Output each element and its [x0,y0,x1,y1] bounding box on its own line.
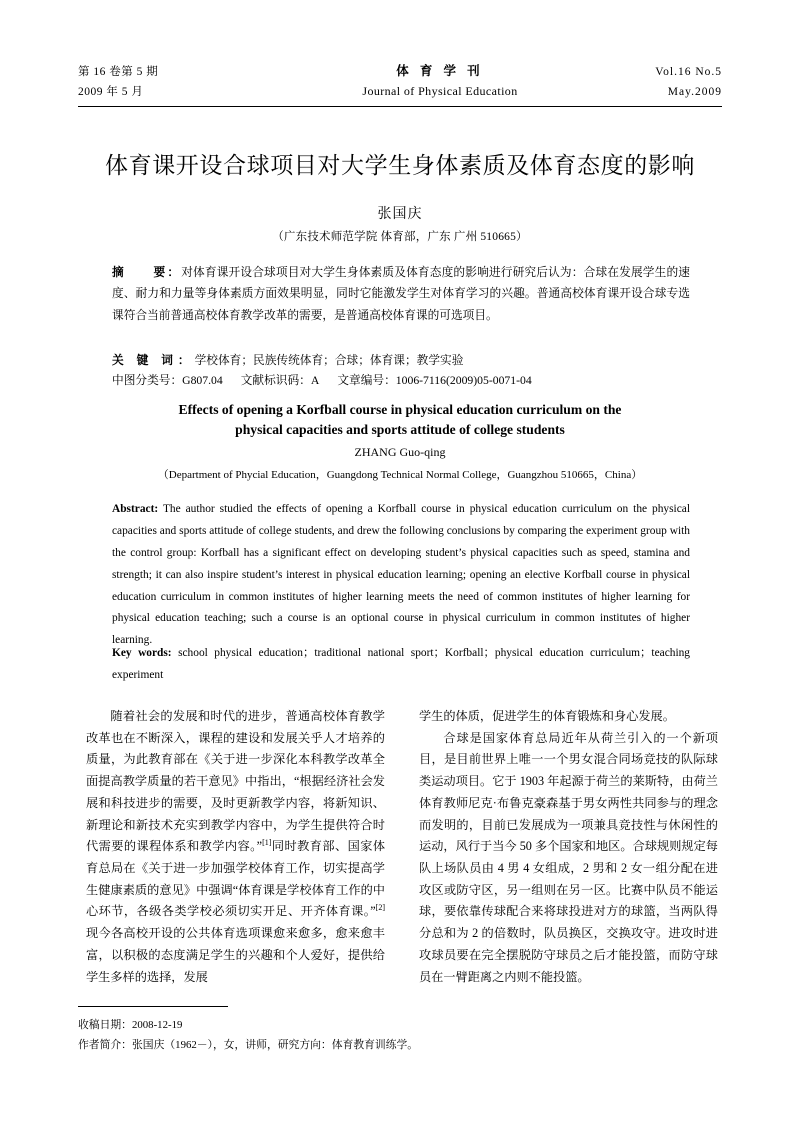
article-id [337,374,531,387]
issue-date-en: May.2009 [667,85,722,98]
received-date [78,1016,722,1036]
footnote-divider [78,1006,228,1007]
author-bio [78,1036,722,1056]
keywords-en-text: school physical education；traditional national sport；Korfball；physical education curriculum；teaching experiment [112,647,691,681]
document-code [241,374,320,387]
body-left-text-1: 随着社会的发展和时代的进步，普通高校体育教学改革也在不断深入，课程的建设和发展关乎人才培养的质量，为此教育部在《关于进一步深化本科教学改革全面提高教学质量的若干意见》中指出，“根据经济社会发展和科技进步的需要，及时更新教学内容，将新知识、新理论和新技术充实到教学内容中，为学生提供符合时代需要的课程体系和教学内容。” [86,709,385,854]
body-column-right [419,706,718,988]
author-affiliation-en: （Department of Phycial Education，Guangdong Technical Normal College，Guangzhou 510665，China） [157,469,643,481]
clc-value: G807.04 [182,374,223,387]
body-columns [86,706,718,988]
document-code-label: 文献标识码： [240,374,311,387]
abstract-en-label: Abstract: [112,503,159,515]
clc-label: 中图分类号： [112,374,183,387]
article-identifiers [112,370,690,391]
body-right-text-1: 学生的体质，促进学生的体育锻炼和身心发展。 [419,709,675,723]
body-column-left [86,706,385,988]
author-name-cn: 张国庆 [377,207,423,222]
paragraph [419,706,718,728]
author-bio-value: 张国庆（1962－），女，讲师，研究方向：体育教育训练学。 [131,1038,419,1051]
journal-title-en: Journal of Physical Education [362,83,518,98]
masthead-divider [78,106,722,107]
page-title-en-line1: Effects of opening a Korfball course in physical education curriculum on the [178,402,622,417]
article-id-value: 1006-7116(2009)05-0071-04 [395,374,532,387]
abstract-en-text: The author studied the effects of opening a Korfball course in physical education curriculum on the physical capacities and sports attitude of college students, and drew the following conclusions by comparing the experiment group with the control group: Korfball has a significant effect on developing student’s physical capacities such as speed, stamina and strength; it can also inspire student’s interest in physical education learning; opening an elective Korfball course in physical education curriculum in common institutes of higher learning meets the need of common institutes of higher learning for physical education teaching; such a course is an optional course in physical curriculum in common institutes of higher learning. [112,503,690,647]
keywords-cn [112,350,690,371]
abstract-cn-label: 摘 要： [112,266,182,279]
keywords-en-label: Key words: [112,647,172,659]
masthead [78,62,722,102]
abstract-en [112,499,690,652]
masthead-row-bottom [78,82,722,102]
paragraph [86,706,385,988]
issue-date-cn: 2009 年 5 月 [78,85,144,98]
citation-marker-1: [1] [262,838,272,848]
received-date-label: 收稿日期： [78,1019,132,1031]
body-left-text-3: 现今各高校开设的公共体育选项课愈来愈多，愈来愈丰富，以积极的态度满足学生的兴趣和个人爱好，提供给学生多样的选择，发展 [86,926,385,984]
keywords-cn-label: 关 键 词： [112,354,195,367]
abstract-cn-text: 对体育课开设合球项目对大学生身体素质及体育态度的影响进行研究后认为：合球在发展学生的速度、耐力和力量等身体素质方面效果明显，同时它能激发学生对体育学习的兴趣。普通高校体育课开设合球专选课符合当前普通高校体育教学改革的需要，是普通高校体育课的可选项目。 [112,266,690,322]
paragraph [419,728,718,989]
journal-title-cn: 体 育 学 刊 [396,64,484,78]
masthead-row-top [78,62,722,82]
page-title-en-line2: physical capacities and sports attitude of college students [235,422,565,438]
abstract-cn [112,262,690,326]
article-id-label: 文章编号： [337,374,396,387]
keywords-cn-text: 学校体育；民族传统体育；合球；体育课；教学实验 [194,354,464,367]
page-title-en [100,400,700,441]
body-right-text-2: 合球是国家体育总局近年从荷兰引入的一个新项目，是目前世界上唯一一个男女混合同场竞技的队际球类运动项目。它于 1903 年起源于荷兰的莱斯特，由荷兰体育教师尼克·布鲁克豪森基于男女两性共同参与的理念而发明的，目前已发展成为一项兼具竞技性与休闲性的运动，风行于当今 50 多个国家和地区。合球规则规定每队上场队员由 4 男 4 女组成，2 男和 2 女一组分配在进攻区或防守区，另一组则在另一区。比赛中队员不能运球，要依靠传球配合来将球投进对方的球篮，当两队得分总和为 2 的倍数时，队员换区，交换攻守。进攻时进攻球员要在完全摆脱防守球员之后才能投篮，而防守球员在一臂距离之内则不能投篮。 [419,730,718,984]
volume-issue-cn: 第 16 卷第 5 期 [78,66,159,78]
document-code-value: A [310,374,320,387]
author-bio-label: 作者简介： [78,1038,132,1051]
body-left-text-2: 同时教育部、国家体育总局在《关于进一步加强学校体育工作，切实提高学生健康素质的意见》中强调“体育课是学校体育工作的中心环节，各级各类学校必须切实开足、开齐体育课。” [86,839,386,919]
keywords-en [112,643,690,687]
page-title-cn: 体育课开设合球项目对大学生身体素质及体育态度的影响 [105,153,695,179]
footnotes [78,1016,722,1056]
citation-marker-2: [2] [375,903,385,913]
author-name-en: ZHANG Guo-qing [354,445,446,459]
author-affiliation-cn: （广东技术师范学院 体育部，广东 广州 510665） [272,231,528,243]
received-date-value: 2008-12-19 [131,1019,183,1031]
volume-issue-en: Vol.16 No.5 [655,66,722,78]
clc-number [112,374,223,387]
